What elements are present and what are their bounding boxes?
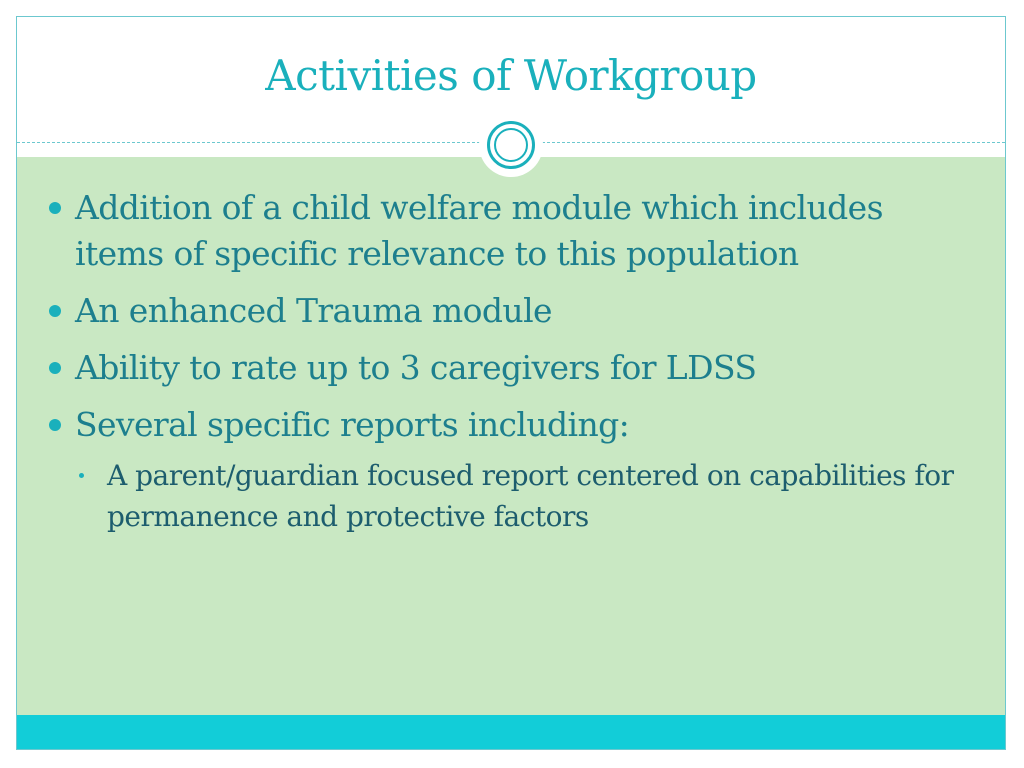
bullet-text: Ability to rate up to 3 caregivers for LDSS (75, 348, 757, 387)
bullet-icon (49, 362, 61, 374)
circle-ornament-icon (479, 113, 543, 177)
sub-bullet-text: A parent/guardian focused report centered on capabilities for permanence and protective factors (107, 459, 954, 533)
ornament-inner-ring (494, 128, 528, 162)
bullet-icon (49, 305, 61, 317)
slide-title: Activities of Workgroup (265, 51, 757, 100)
sub-bullet-icon (79, 473, 84, 478)
bullet-text: Several specific reports including: (75, 405, 630, 444)
ornament-outer-ring (487, 121, 535, 169)
bullet-item (47, 288, 977, 334)
bullet-text: Addition of a child welfare module which includes items of specific relevance to this population (75, 188, 883, 273)
slide (16, 16, 1006, 750)
bullet-item (47, 402, 977, 448)
sub-bullet-item (47, 455, 977, 537)
bullet-icon (49, 419, 61, 431)
footer-bar (17, 715, 1005, 750)
bullet-list (47, 185, 977, 537)
bullet-item (47, 345, 977, 391)
bullet-text: An enhanced Trauma module (75, 291, 552, 330)
bullet-item (47, 185, 977, 277)
bullet-icon (49, 202, 61, 214)
